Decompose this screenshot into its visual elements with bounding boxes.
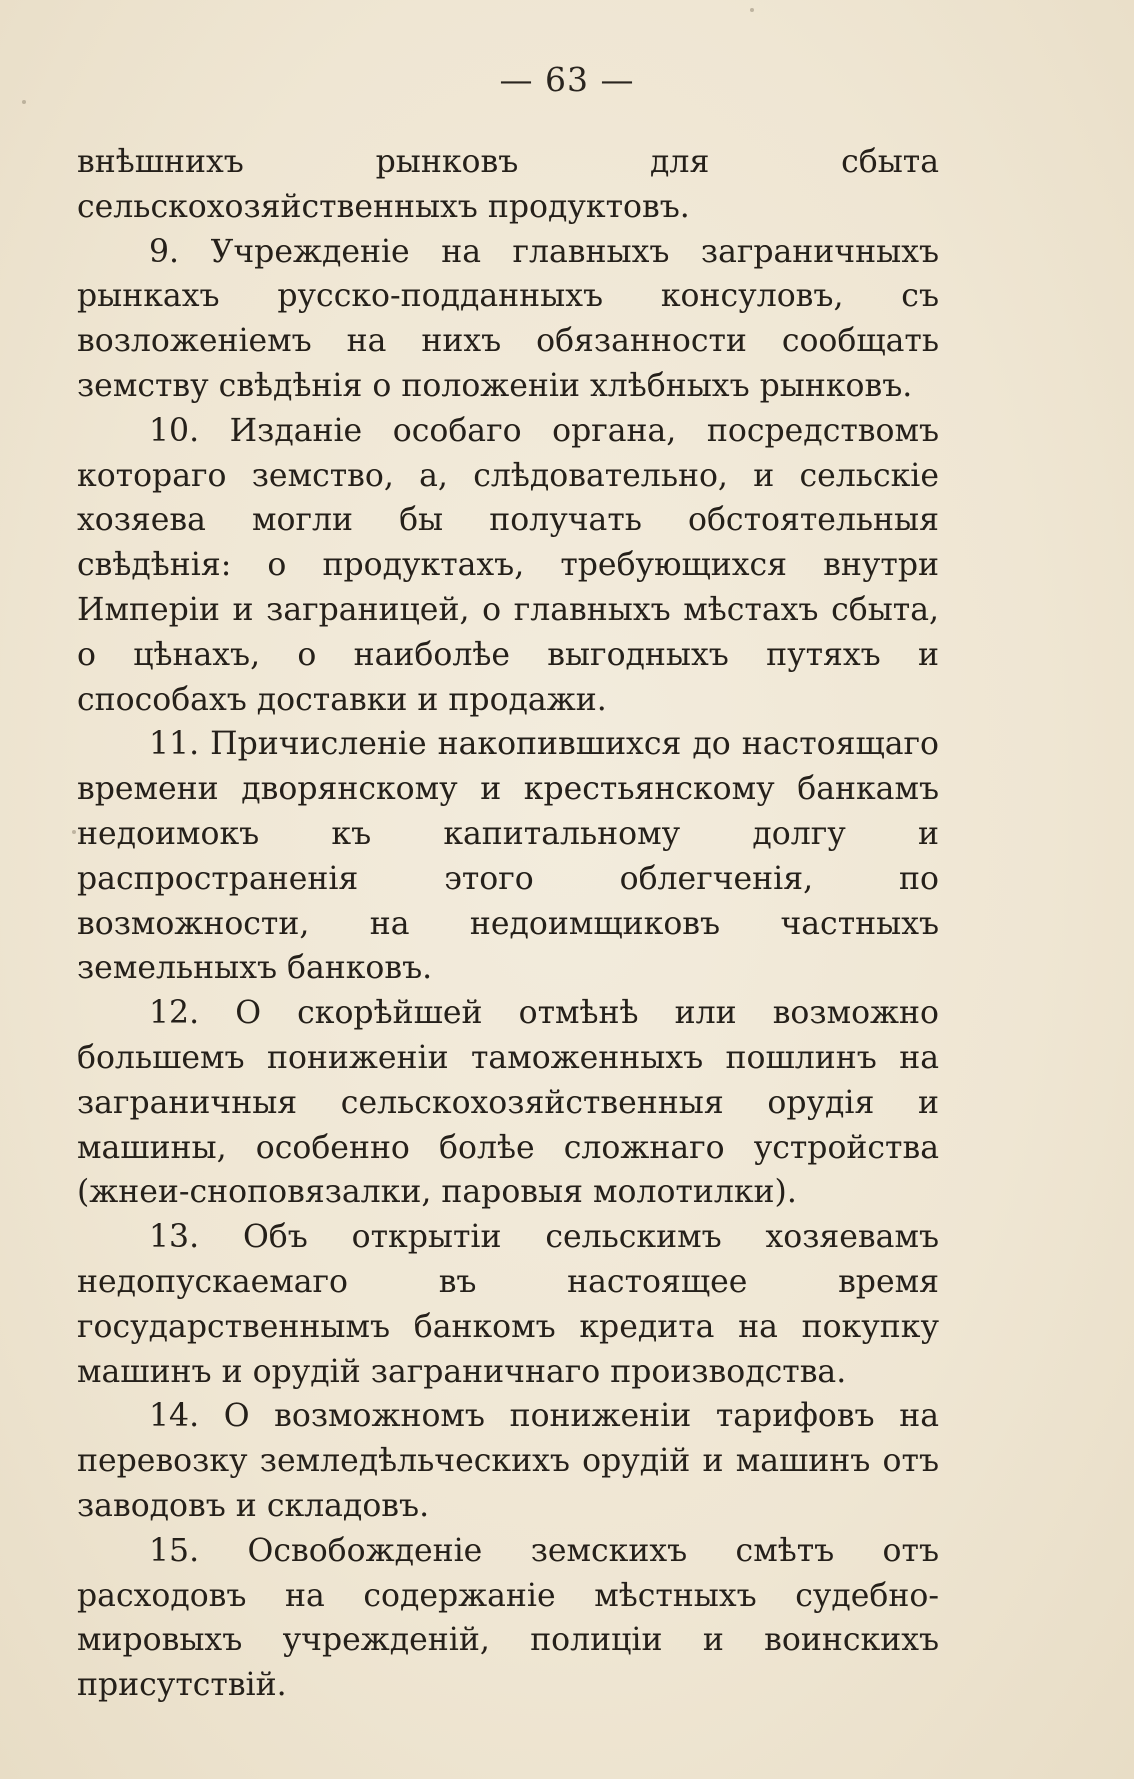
paragraph-item-12: 12. О скорѣйшей отмѣнѣ или возможно большемъ пониженіи таможенныхъ пошлинъ на заграничныя сельскохозяйственныя орудія и машины, особенно болѣе сложнаго устройства (жнеи-сноповязалки, паровыя молотилки). — [77, 995, 939, 1211]
paper-speck — [750, 8, 754, 12]
paragraph-item-15: 15. Освобожденіе земскихъ смѣтъ отъ расходовъ на содержаніе мѣстныхъ судебно-мировыхъ учрежденій, полиціи и воинскихъ присутствій. — [77, 1532, 939, 1704]
paragraph-continuation: внѣшнихъ рынковъ для сбыта сельскохозяйственныхъ продуктовъ. — [77, 144, 939, 225]
paragraph-item-9: 9. Учрежденіе на главныхъ заграничныхъ рынкахъ русско-подданныхъ консуловъ, съ возложеніемъ на нихъ обязанности сообщать земству свѣдѣнія о положеніи хлѣбныхъ рынковъ. — [77, 233, 939, 404]
paper-speck — [72, 830, 76, 834]
paper-speck — [22, 100, 26, 104]
paragraph-item-14: 14. О возможномъ пониженіи тарифовъ на перевозку земледѣльческихъ орудій и машинъ отъ заводовъ и складовъ. — [77, 1398, 939, 1524]
page-number: — 63 — — [499, 60, 635, 99]
page-body-text — [77, 140, 939, 1708]
paragraph-item-11: 11. Причисленіе накопившихся до настоящаго времени дворянскому и крестьянскому банкамъ недоимокъ къ капитальному долгу и распространенія этого облегченія, по возможности, на недоимщиковъ частныхъ земельныхъ банковъ. — [77, 726, 939, 987]
paragraph-item-13: 13. Объ открытіи сельскимъ хозяевамъ недопускаемаго въ настоящее время государственнымъ банкомъ кредита на покупку машинъ и орудій заграничнаго производства. — [77, 1219, 939, 1390]
paragraph-item-10: 10. Изданіе особаго органа, посредствомъ котораго земство, а, слѣдовательно, и сельскіе хозяева могли бы получать обстоятельныя свѣдѣнія: о продуктахъ, требующихся внутри Имперіи и заграницей, о главныхъ мѣстахъ сбыта, о цѣнахъ, о наиболѣе выгодныхъ путяхъ и способахъ доставки и продажи. — [77, 412, 939, 718]
